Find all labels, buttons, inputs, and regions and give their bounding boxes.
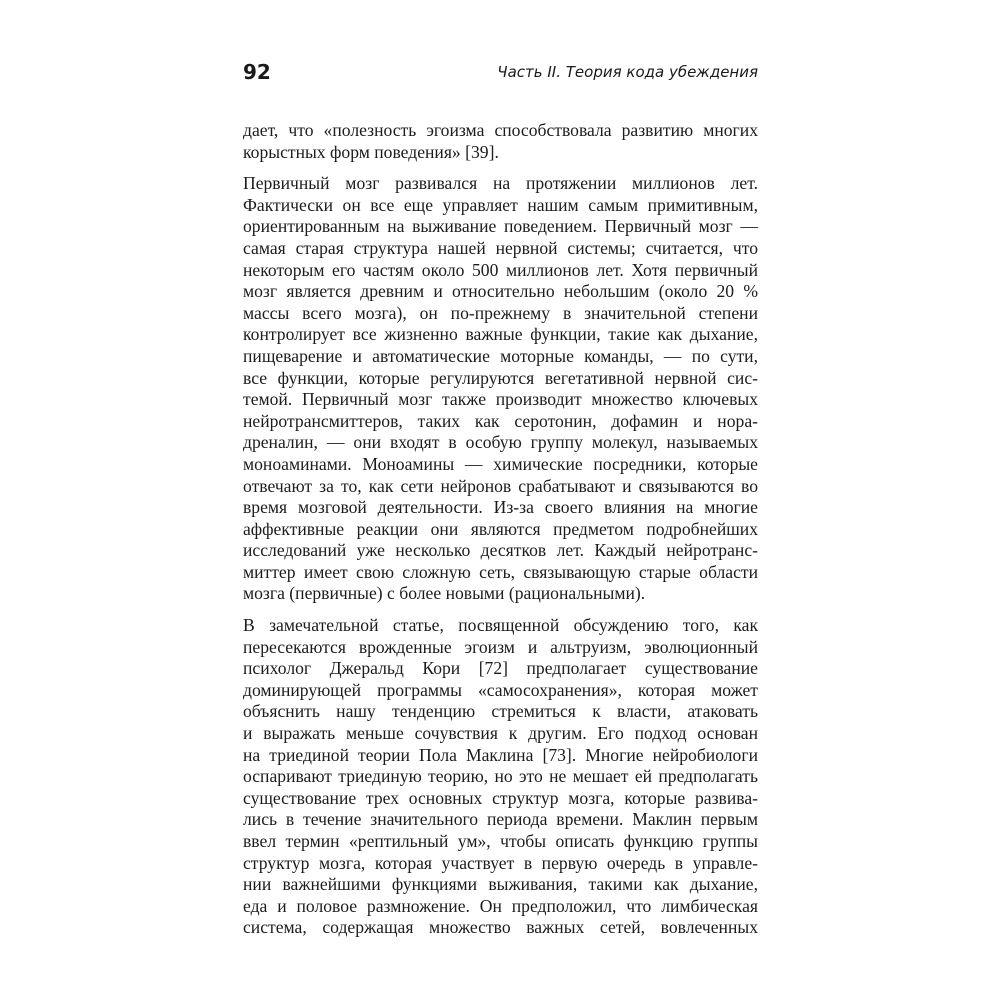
text-line: моноаминами. Моноамины — химические посредники, которые	[243, 453, 758, 474]
page-number: 92	[243, 60, 271, 84]
text-line: Первичный мозг развивался на протяжении миллионов лет.	[243, 173, 758, 194]
text-line: существование трех основных структур мозга, которые развива-	[243, 787, 758, 808]
text-line: доминирующей программы «самосохранения», которая может	[243, 679, 758, 700]
text-line: ориентированным на выживание поведением. Первичный мозг —	[243, 216, 758, 237]
text-line: дреналин, — они входят в особую группу молекул, называемых	[243, 432, 758, 453]
text-line: ввел термин «рептильный ум», чтобы описать функцию группы	[243, 831, 758, 851]
text-line: все функции, которые регулируются вегетативной нервной сис-	[243, 367, 758, 388]
text-line: структур мозга, которая участвует в первую очередь в управле-	[243, 852, 758, 873]
text-line: отвечают за то, как сети нейронов срабатывают и связываются во	[243, 475, 758, 496]
text-line: контролирует все жизненно важные функции, такие как дыхание,	[243, 324, 758, 345]
text-line: аффективные реакции они являются предметом подробнейших	[243, 518, 758, 539]
text-line: на триединой теории Пола Маклина [73]. Многие нейробиологи	[243, 744, 758, 765]
text-line: корыстных форм поведения» [39].	[243, 141, 499, 162]
text-line: пищеварение и автоматические моторные команды, — по сути,	[243, 345, 758, 366]
text-line: психолог Джеральд Кори [72] предполагает существование	[243, 658, 758, 679]
text-line: дает, что «полезность эгоизма способствовала развитию многих	[243, 120, 758, 140]
page-header	[243, 57, 758, 87]
paragraph-1	[243, 120, 758, 163]
text-line: миттер имеет свою сложную сеть, связывающую старые области	[243, 561, 758, 582]
paragraph-3	[243, 615, 758, 939]
text-line: темой. Первичный мозг также производит множество ключевых	[243, 389, 758, 410]
text-line: объяснить нашу тенденцию стремиться к власти, атаковать	[243, 701, 758, 722]
paragraph-2	[243, 173, 758, 605]
text-line: В замечательной статье, посвященной обсуждению того, как	[243, 615, 758, 636]
text-line: система, содержащая множество важных сетей, вовлеченных	[243, 917, 758, 938]
text-line: мозг является древним и относительно небольшим (около 20 %	[243, 281, 758, 302]
text-line: нии важнейшими функциями выживания, такими как дыхание,	[243, 874, 758, 895]
text-line: самая старая структура нашей нервной системы; считается, что	[243, 237, 758, 258]
running-head: Часть II. Теория кода убеждения	[497, 63, 758, 81]
text-line: еда и половое размножение. Он предположил, что лимбическая	[243, 895, 758, 916]
body-text	[243, 120, 758, 949]
text-line: время мозговой деятельности. Из-за своего влияния на многие	[243, 497, 758, 518]
text-line: Фактически он все еще управляет нашим самым примитивным,	[243, 194, 758, 215]
text-line: и выражать меньше сочувствия к другим. Его подход основан	[243, 723, 758, 744]
text-line: пересекаются врожденные эгоизм и альтруизм, эволюционный	[243, 636, 758, 657]
text-line: лись в течение значительного периода времени. Маклин первым	[243, 809, 758, 830]
text-line: исследований уже несколько десятков лет. Каждый нейротранс-	[243, 540, 758, 561]
text-line: массы всего мозга), он по-прежнему в значительной степени	[243, 302, 758, 323]
text-line: мозга (первичные) с более новыми (рациональными).	[243, 583, 646, 604]
text-line: оспаривают триединую теорию, но это не мешает ей предполагать	[243, 766, 758, 787]
text-line: нейротрансмиттеров, таких как серотонин, дофамин и нора-	[243, 410, 758, 431]
text-line: некоторым его частям около 500 миллионов лет. Хотя первичный	[243, 259, 758, 280]
